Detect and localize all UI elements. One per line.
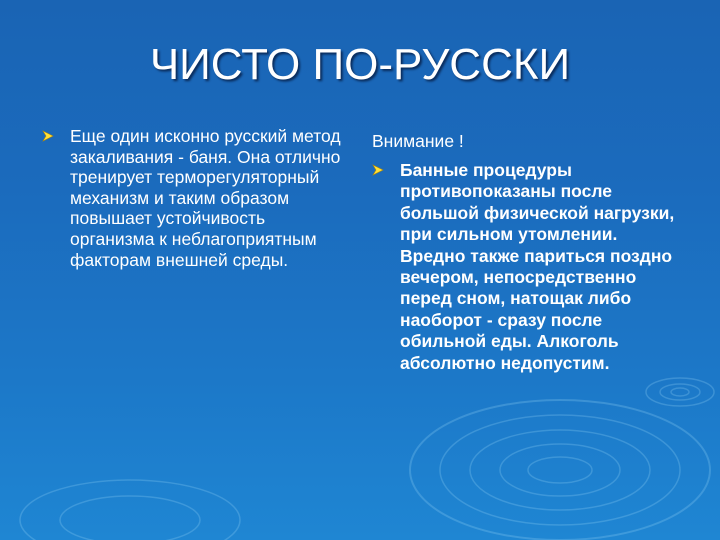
left-paragraph: Еще один исконно русский метод закаливания - баня. Она отлично тренирует терморегуляторный механизм и таким образом повышает устойчивость организма к неблагоприятным факторам внешней среды. — [70, 126, 341, 270]
right-column — [372, 130, 682, 374]
slide-title: ЧИСТО ПО-РУССКИ — [149, 40, 571, 89]
arrowhead-bullet-icon — [372, 160, 400, 179]
left-column — [42, 126, 342, 270]
right-bullet-item — [372, 160, 682, 374]
arrowhead-bullet-icon — [42, 126, 70, 145]
right-heading: Внимание ! — [372, 131, 464, 151]
right-paragraph: Банные процедуры противопоказаны после большой физической нагрузки, при сильном утомлении. Вредно также париться поздно вечером, непосредственно перед сном, натощак либо наоборот - сразу после обильной еды. Алкоголь абсолютно недопустим. — [400, 160, 675, 373]
left-bullet-item — [42, 126, 342, 270]
